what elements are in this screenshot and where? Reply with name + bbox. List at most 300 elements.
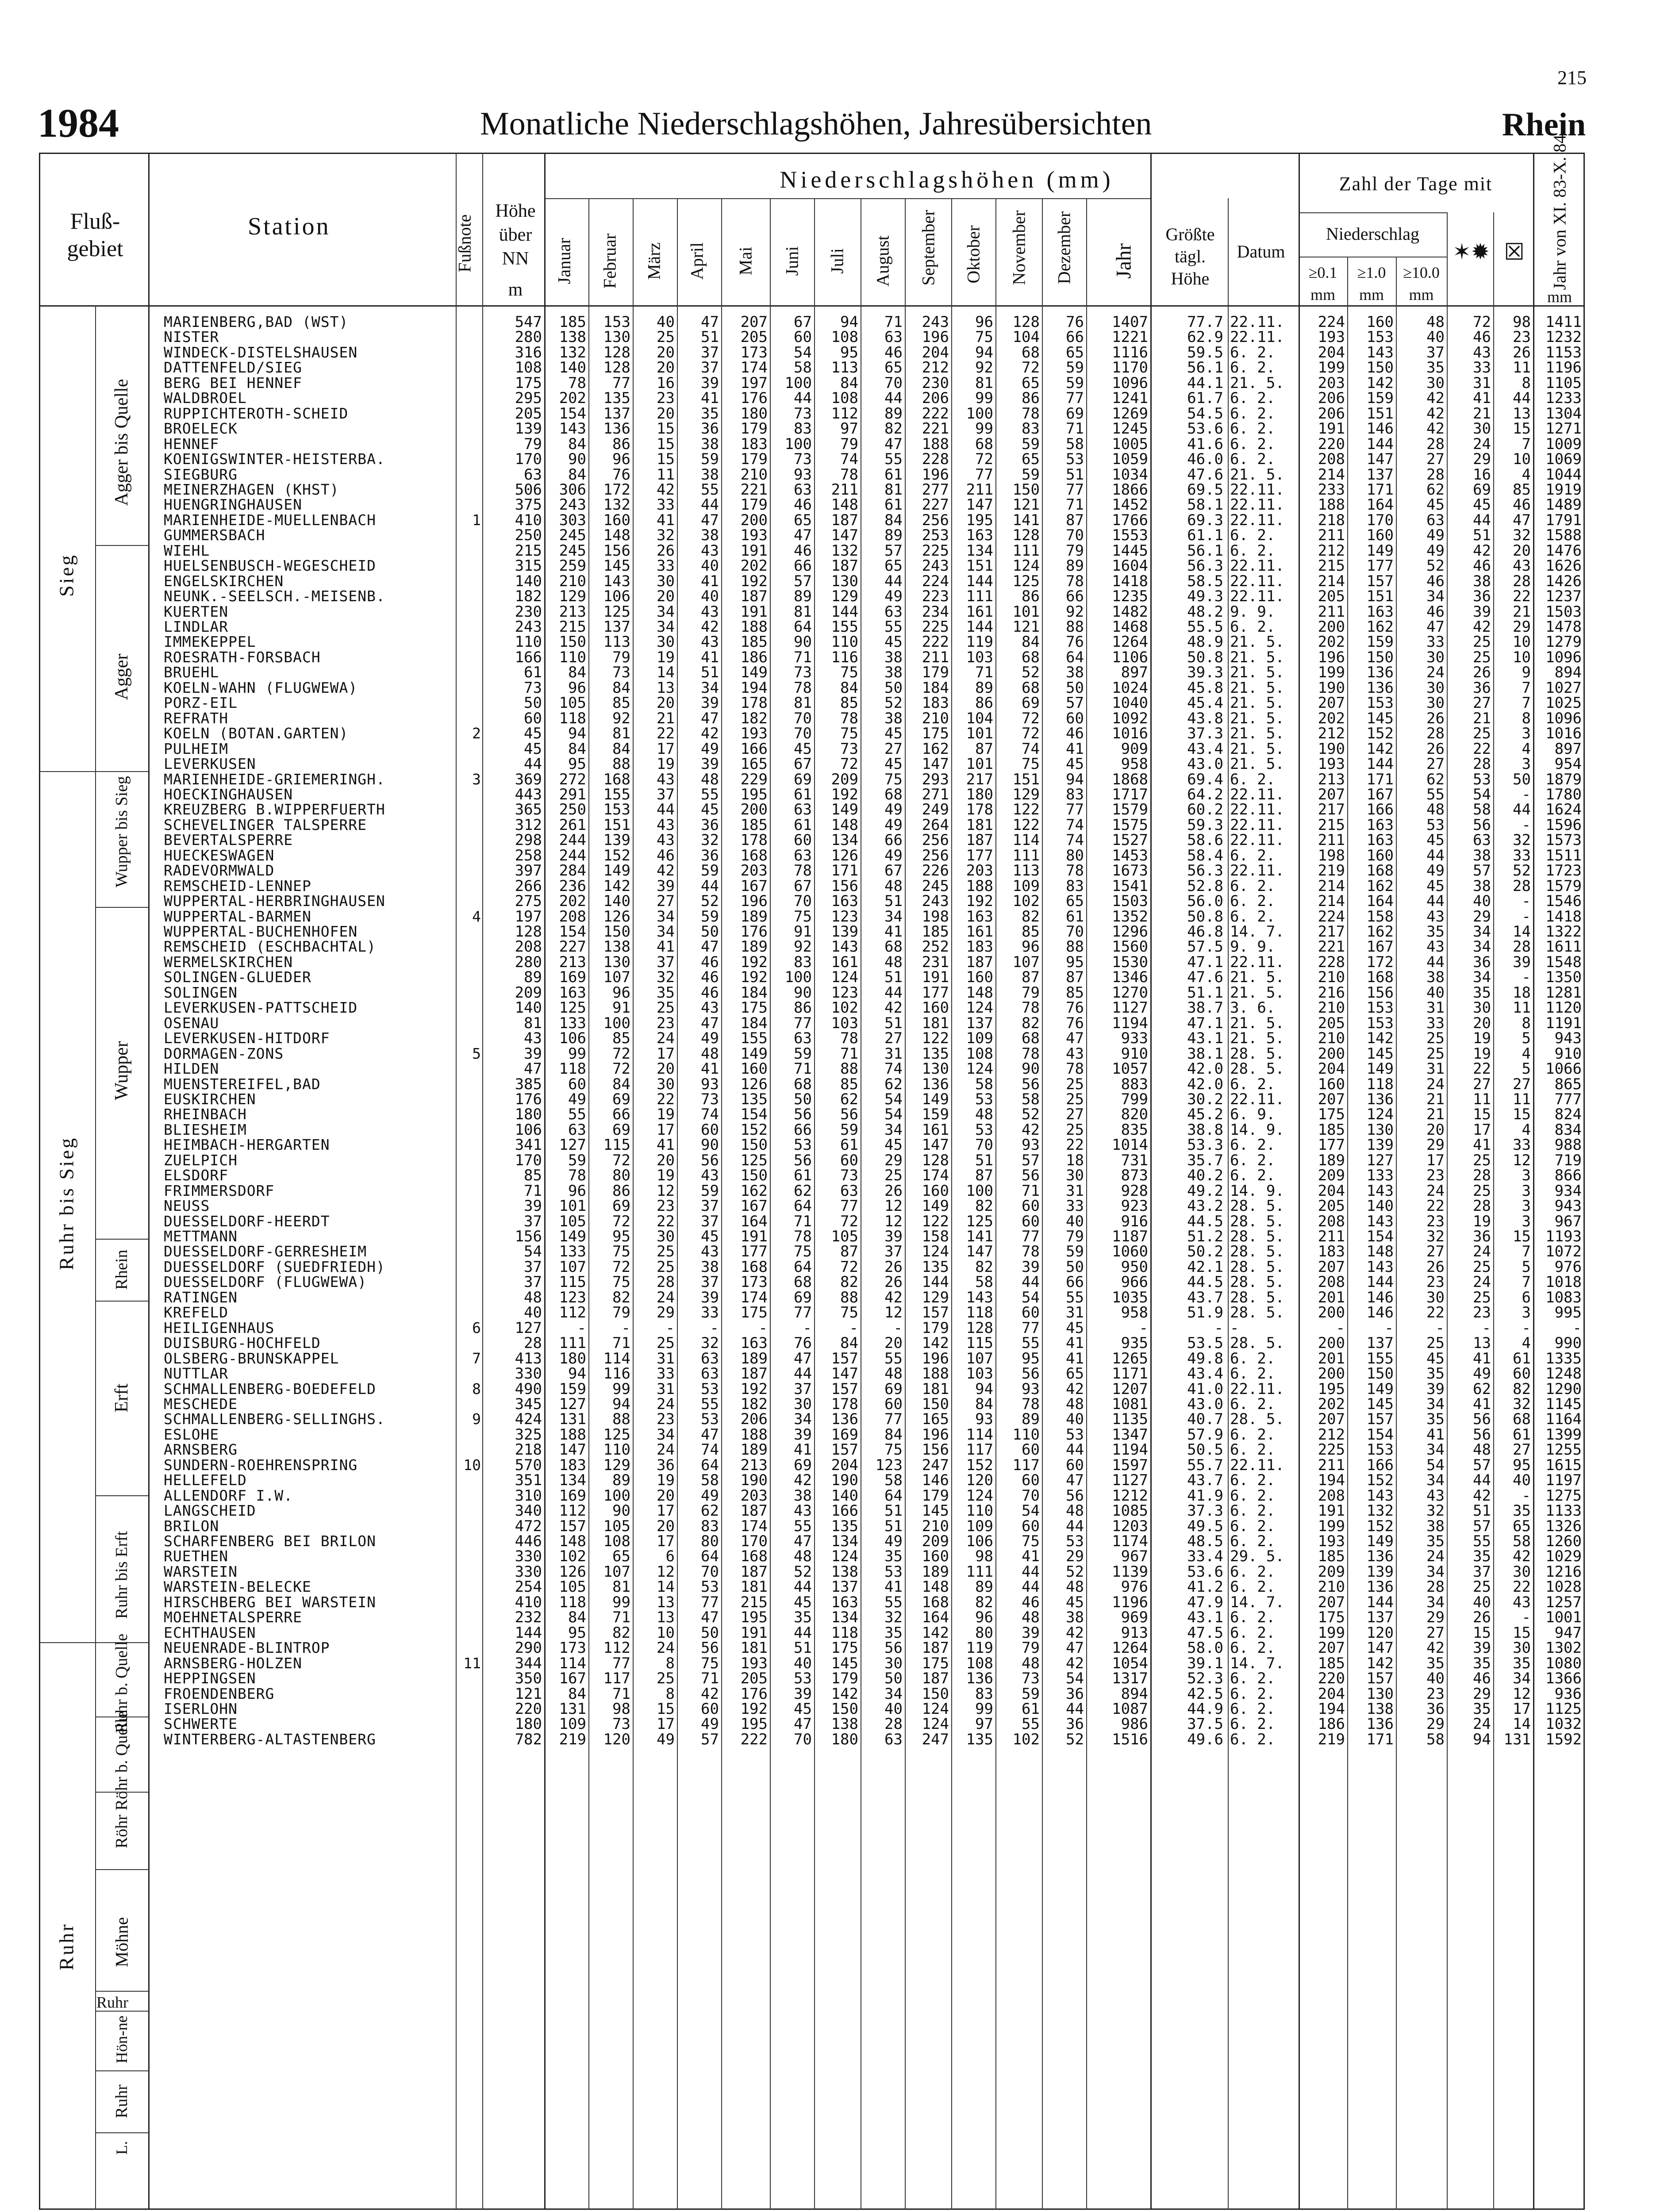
max-daily-cell: 51.1 xyxy=(1187,984,1223,1002)
day-count-cell: 42 xyxy=(1473,618,1491,636)
month-value-cell: 77 xyxy=(1066,481,1084,499)
month-value-cell: 105 xyxy=(559,1213,586,1230)
month-value-cell: 187 xyxy=(922,1670,949,1687)
month-value-cell: 45 xyxy=(1066,755,1084,773)
month-value-cell: 77 xyxy=(1022,1319,1040,1337)
station-name: HIRSCHBERG BEI WARSTEIN xyxy=(164,1594,376,1611)
month-value-cell: 66 xyxy=(612,1106,630,1123)
group-sub-label: Ruhr xyxy=(96,1993,128,2011)
date-cell: 28. 5. xyxy=(1230,1213,1284,1230)
day-count-cell: - xyxy=(1522,892,1531,910)
month-value-cell: 110 xyxy=(1012,1426,1040,1444)
month-value-cell: 49 xyxy=(884,1532,903,1550)
elevation-cell: 50 xyxy=(524,694,542,712)
day-count-cell: - xyxy=(1384,1319,1394,1337)
month-value-cell: 191 xyxy=(740,1228,768,1245)
month-value-cell: 118 xyxy=(831,1624,858,1642)
month-value-cell: 89 xyxy=(1022,1410,1040,1428)
month-value-cell: 48 xyxy=(884,953,903,971)
month-value-cell: 20 xyxy=(657,359,675,376)
hydro-year-cell: 1723 xyxy=(1545,862,1582,879)
month-value-cell: 52 xyxy=(884,694,903,712)
day-count-cell: 210 xyxy=(1318,1578,1345,1596)
month-value-cell: 51 xyxy=(884,892,903,910)
month-value-cell: 49 xyxy=(701,1029,719,1047)
year-total-cell: 913 xyxy=(1121,1624,1148,1642)
day-count-cell: 29 xyxy=(1473,1685,1491,1703)
footnote-ref: 9 xyxy=(472,1410,481,1428)
month-value-cell: 37 xyxy=(701,359,719,376)
month-value-cell: 59 xyxy=(701,862,719,879)
day-count-cell: 132 xyxy=(1366,1502,1394,1520)
year-total-cell: 909 xyxy=(1121,740,1148,758)
elevation-cell: 182 xyxy=(515,588,542,605)
month-value-cell: 196 xyxy=(922,1426,949,1444)
month-value-cell: 29 xyxy=(1066,1548,1084,1565)
station-name: SCHMALLENBERG-SELLINGHS. xyxy=(164,1410,385,1428)
year-total-cell: 933 xyxy=(1121,1029,1148,1047)
day-count-cell: 198 xyxy=(1318,847,1345,864)
year-total-cell: 1034 xyxy=(1112,466,1148,484)
month-value-cell: 106 xyxy=(603,588,630,605)
date-cell: 6. 2. xyxy=(1230,1365,1276,1382)
day-count-cell: 26 xyxy=(1473,1609,1491,1626)
month-value-cell: 47 xyxy=(701,938,719,956)
month-value-cell: 47 xyxy=(794,1350,812,1367)
month-value-cell: 142 xyxy=(922,1334,949,1352)
month-value-cell: 187 xyxy=(740,588,768,605)
day-count-cell: 217 xyxy=(1318,923,1345,941)
month-value-cell: 124 xyxy=(922,1243,949,1260)
month-value-cell: 58 xyxy=(975,1075,993,1093)
day-count-cell: 28 xyxy=(1426,1578,1445,1596)
hydro-year-cell: 1366 xyxy=(1545,1670,1582,1687)
day-count-cell: 41 xyxy=(1473,389,1491,407)
month-value-cell: 222 xyxy=(922,405,949,422)
month-value-cell: 47 xyxy=(701,511,719,529)
month-value-cell: 71 xyxy=(1022,1182,1040,1200)
month-value-cell: 103 xyxy=(966,649,993,666)
month-value-cell: 82 xyxy=(612,1624,630,1642)
month-value-cell: 51 xyxy=(701,328,719,346)
month-value-cell: 105 xyxy=(603,1517,630,1535)
month-value-cell: 45 xyxy=(884,633,903,651)
day-count-cell: 142 xyxy=(1366,1655,1394,1672)
month-value-cell: 45 xyxy=(794,1700,812,1718)
month-value-cell: 56 xyxy=(1066,1487,1084,1505)
day-count-cell: 208 xyxy=(1318,1487,1345,1505)
day-count-cell: 188 xyxy=(1318,496,1345,514)
date-cell: 6. 2. xyxy=(1230,847,1276,864)
month-value-cell: 61 xyxy=(884,466,903,484)
month-value-cell: 53 xyxy=(975,1121,993,1139)
day-count-cell: 39 xyxy=(1473,1639,1491,1657)
max-daily-cell: 56.3 xyxy=(1187,862,1223,879)
max-daily-cell: 60.2 xyxy=(1187,801,1223,818)
month-value-cell: 187 xyxy=(740,1365,768,1382)
year-total-cell: 1024 xyxy=(1112,679,1148,697)
month-value-cell: 135 xyxy=(922,1045,949,1063)
hydro-year-cell: 1624 xyxy=(1545,801,1582,818)
month-value-cell: 50 xyxy=(884,679,903,697)
day-count-cell: 23 xyxy=(1513,328,1531,346)
day-count-cell: 20 xyxy=(1426,1121,1445,1139)
month-header: Januar xyxy=(554,238,574,284)
month-value-cell: 154 xyxy=(740,1106,768,1123)
day-count-cell: 41 xyxy=(1473,1395,1491,1413)
month-value-cell: 177 xyxy=(966,847,993,864)
month-value-cell: 143 xyxy=(966,1289,993,1306)
month-value-cell: 12 xyxy=(884,1213,903,1230)
month-value-cell: 125 xyxy=(603,603,630,621)
elevation-cell: 180 xyxy=(515,1106,542,1123)
month-value-cell: 17 xyxy=(657,740,675,758)
month-value-cell: 129 xyxy=(1012,786,1040,803)
month-value-cell: 86 xyxy=(1022,588,1040,605)
month-value-cell: 102 xyxy=(831,999,858,1017)
date-cell: 22.11. xyxy=(1230,862,1284,879)
month-value-cell: 39 xyxy=(657,877,675,895)
month-value-cell: 85 xyxy=(1066,984,1084,1002)
month-value-cell: 47 xyxy=(794,1715,812,1733)
month-value-cell: 234 xyxy=(922,603,949,621)
day-count-cell: 72 xyxy=(1473,313,1491,331)
max-daily-cell: 43.7 xyxy=(1187,1471,1223,1489)
month-value-cell: 83 xyxy=(1066,877,1084,895)
month-value-cell: 78 xyxy=(1066,862,1084,879)
day-count-cell: 200 xyxy=(1318,1045,1345,1063)
date-cell: 28. 5. xyxy=(1230,1273,1284,1291)
station-name: KOENIGSWINTER-HEISTERBA. xyxy=(164,450,385,468)
month-value-cell: 49 xyxy=(701,1487,719,1505)
day-count-cell: 52 xyxy=(1513,862,1531,879)
hydro-year-cell: 934 xyxy=(1554,1182,1582,1200)
month-value-cell: 189 xyxy=(740,938,768,956)
day-count-cell: 55 xyxy=(1473,1532,1491,1550)
max-daily-cell: 42.5 xyxy=(1187,1685,1223,1703)
month-value-cell: 149 xyxy=(831,801,858,818)
month-value-cell: 96 xyxy=(975,313,993,331)
month-value-cell: 50 xyxy=(1066,679,1084,697)
month-value-cell: 43 xyxy=(701,999,719,1017)
day-count-cell: 57 xyxy=(1473,1517,1491,1535)
date-cell: 6. 2. xyxy=(1230,450,1276,468)
month-value-cell: 91 xyxy=(612,999,630,1017)
hydro-year-cell: 910 xyxy=(1554,1045,1582,1063)
max-daily-cell: 43.1 xyxy=(1187,1609,1223,1626)
month-value-cell: 63 xyxy=(794,481,812,499)
max-daily-cell: 44.5 xyxy=(1187,1273,1223,1291)
month-header: August xyxy=(872,235,893,287)
month-value-cell: 219 xyxy=(559,1731,586,1748)
date-cell: 21. 5. xyxy=(1230,755,1284,773)
station-name: KOELN (BOTAN.GARTEN) xyxy=(164,725,349,742)
month-value-cell: 164 xyxy=(740,1213,768,1230)
date-cell: 22.11. xyxy=(1230,572,1284,590)
month-value-cell: 40 xyxy=(701,588,719,605)
day-count-cell: 25 xyxy=(1473,1182,1491,1200)
month-value-cell: 195 xyxy=(740,1609,768,1626)
elevation-cell: 45 xyxy=(524,740,542,758)
month-value-cell: 15 xyxy=(657,450,675,468)
station-name: DUESSELDORF-GERRESHEIM xyxy=(164,1243,367,1260)
day-count-cell: 190 xyxy=(1318,679,1345,697)
year-total-cell: 1264 xyxy=(1112,633,1148,651)
month-value-cell: 30 xyxy=(657,572,675,590)
month-value-cell: 66 xyxy=(884,831,903,849)
day-count-cell: 17 xyxy=(1513,1700,1531,1718)
hydro-year-cell: 1069 xyxy=(1545,450,1582,468)
max-daily-cell: 43.4 xyxy=(1187,1365,1223,1382)
month-value-cell: 138 xyxy=(559,328,586,346)
day-count-cell: 204 xyxy=(1318,344,1345,361)
month-value-cell: 231 xyxy=(922,953,949,971)
month-value-cell: 65 xyxy=(1022,450,1040,468)
month-value-cell: 22 xyxy=(1066,1136,1084,1154)
month-value-cell: 43 xyxy=(657,771,675,788)
day-count-cell: 24 xyxy=(1473,1273,1491,1291)
month-value-cell: 33 xyxy=(1066,1197,1084,1215)
month-value-cell: 100 xyxy=(784,968,812,986)
month-value-cell: 33 xyxy=(701,1304,719,1321)
station-name: ARNSBERG xyxy=(164,1441,238,1458)
month-value-cell: 100 xyxy=(603,1487,630,1505)
max-daily-cell: 45.4 xyxy=(1187,694,1223,712)
max-daily-cell: 45.2 xyxy=(1187,1106,1223,1123)
month-value-cell: 143 xyxy=(559,420,586,438)
month-value-cell: 34 xyxy=(884,1121,903,1139)
day-count-cell: 35 xyxy=(1426,1410,1445,1428)
header-niederschlagshoehen: Niederschlagshöhen (mm) xyxy=(780,166,1114,193)
day-count-cell: 49 xyxy=(1426,526,1445,544)
month-value-cell: 47 xyxy=(884,435,903,453)
month-value-cell: 249 xyxy=(922,801,949,818)
month-value-cell: 73 xyxy=(701,1091,719,1108)
month-value-cell: 66 xyxy=(794,557,812,575)
month-value-cell: 90 xyxy=(568,450,586,468)
day-count-cell: 5 xyxy=(1522,1060,1531,1078)
day-count-cell: 43 xyxy=(1426,908,1445,926)
month-value-cell: 88 xyxy=(1066,618,1084,636)
month-value-cell: 38 xyxy=(701,1258,719,1276)
max-daily-cell: 51.9 xyxy=(1187,1304,1223,1321)
month-value-cell: 35 xyxy=(884,1548,903,1565)
day-count-cell: 43 xyxy=(1513,557,1531,575)
day-count-cell: - xyxy=(1522,1319,1531,1337)
group-sub-label: Wupper bis Sieg xyxy=(112,776,131,887)
date-cell: 28. 5. xyxy=(1230,1334,1284,1352)
month-value-cell: 82 xyxy=(884,420,903,438)
max-daily-cell: 47.9 xyxy=(1187,1594,1223,1611)
hydro-year-cell: 1083 xyxy=(1545,1289,1582,1306)
month-value-cell: 78 xyxy=(1066,1060,1084,1078)
hydro-year-cell: 967 xyxy=(1554,1213,1582,1230)
day-count-cell: 30 xyxy=(1426,649,1445,666)
month-header: März xyxy=(644,242,664,280)
month-value-cell: 95 xyxy=(568,755,586,773)
month-header: Juni xyxy=(782,246,802,276)
month-value-cell: 53 xyxy=(975,1091,993,1108)
day-count-cell: 45 xyxy=(1473,496,1491,514)
day-count-cell: 56 xyxy=(1473,1426,1491,1444)
month-value-cell: 227 xyxy=(559,938,586,956)
day-count-cell: 24 xyxy=(1473,1715,1491,1733)
day-count-cell: 11 xyxy=(1513,999,1531,1017)
month-value-cell: 76 xyxy=(1066,1014,1084,1032)
hydro-year-cell: 1322 xyxy=(1545,923,1582,941)
month-value-cell: 78 xyxy=(1022,1045,1040,1063)
hydro-year-cell: 1164 xyxy=(1545,1410,1582,1428)
month-value-cell: 29 xyxy=(884,1152,903,1169)
day-count-cell: 199 xyxy=(1318,664,1345,681)
month-value-cell: 67 xyxy=(794,755,812,773)
month-value-cell: 77 xyxy=(884,1410,903,1428)
day-count-cell: 36 xyxy=(1473,588,1491,605)
max-daily-cell: 69.4 xyxy=(1187,771,1223,788)
day-count-cell: 17 xyxy=(1426,1152,1445,1169)
day-count-cell: 190 xyxy=(1318,740,1345,758)
month-value-cell: 84 xyxy=(612,679,630,697)
day-count-cell: 164 xyxy=(1366,892,1394,910)
day-count-cell: 65 xyxy=(1513,1517,1531,1535)
month-value-cell: 39 xyxy=(794,1426,812,1444)
month-value-cell: 84 xyxy=(840,679,858,697)
max-daily-cell: 58.6 xyxy=(1187,831,1223,849)
month-value-cell: 84 xyxy=(568,664,586,681)
month-value-cell: 59 xyxy=(701,908,719,926)
month-value-cell: 83 xyxy=(1022,420,1040,438)
date-cell: 28. 5. xyxy=(1230,1228,1284,1245)
year-total-cell: 1673 xyxy=(1112,862,1148,879)
day-count-cell: 152 xyxy=(1366,1471,1394,1489)
month-value-cell: 107 xyxy=(603,1563,630,1581)
elevation-cell: 316 xyxy=(515,344,542,361)
date-cell: 22.11. xyxy=(1230,496,1284,514)
month-value-cell: 163 xyxy=(966,526,993,544)
day-count-cell: 61 xyxy=(1513,1350,1531,1367)
month-value-cell: 71 xyxy=(612,1609,630,1626)
month-value-cell: 61 xyxy=(794,816,812,834)
month-value-cell: 73 xyxy=(794,664,812,681)
group-sub-label: Möhne xyxy=(111,1917,132,1967)
month-value-cell: 178 xyxy=(740,694,768,712)
max-daily-cell: 42.0 xyxy=(1187,1060,1223,1078)
month-value-cell: 159 xyxy=(559,1380,586,1398)
month-value-cell: 98 xyxy=(612,1700,630,1718)
month-value-cell: 119 xyxy=(966,633,993,651)
month-value-cell: 104 xyxy=(1012,328,1040,346)
elevation-cell: 365 xyxy=(515,801,542,818)
day-count-cell: 217 xyxy=(1318,801,1345,818)
month-value-cell: 49 xyxy=(657,1731,675,1748)
hydro-year-cell: 1596 xyxy=(1545,816,1582,834)
month-value-cell: 229 xyxy=(740,771,768,788)
month-value-cell: 68 xyxy=(1022,1029,1040,1047)
month-value-cell: 95 xyxy=(1066,953,1084,971)
hydro-year-cell: 947 xyxy=(1554,1624,1582,1642)
month-value-cell: 64 xyxy=(701,1456,719,1474)
hydro-year-cell: 1548 xyxy=(1545,953,1582,971)
date-cell: 6. 2. xyxy=(1230,435,1276,453)
hydro-year-cell: 1350 xyxy=(1545,968,1582,986)
station-name: METTMANN xyxy=(164,1228,238,1245)
elevation-cell: 81 xyxy=(524,1014,542,1032)
elevation-cell: 180 xyxy=(515,1715,542,1733)
month-value-cell: 85 xyxy=(612,1029,630,1047)
month-value-cell: 46 xyxy=(701,984,719,1002)
month-value-cell: 39 xyxy=(701,755,719,773)
day-count-cell: 162 xyxy=(1366,877,1394,895)
year-total-cell: 1212 xyxy=(1112,1487,1148,1505)
day-count-cell: 150 xyxy=(1366,1365,1394,1382)
year-total-cell: 1503 xyxy=(1112,892,1148,910)
day-count-cell: 7 xyxy=(1522,435,1531,453)
month-value-cell: 41 xyxy=(1066,740,1084,758)
month-value-cell: 243 xyxy=(922,557,949,575)
day-count-cell: 158 xyxy=(1366,908,1394,926)
month-value-cell: 99 xyxy=(612,1594,630,1611)
month-value-cell: 25 xyxy=(1066,1091,1084,1108)
month-value-cell: 32 xyxy=(657,526,675,544)
day-count-cell: 21 xyxy=(1426,1106,1445,1123)
max-daily-cell: 61.1 xyxy=(1187,526,1223,544)
month-value-cell: 52 xyxy=(1066,1563,1084,1581)
month-value-cell: 68 xyxy=(1022,649,1040,666)
month-value-cell: 140 xyxy=(603,892,630,910)
month-value-cell: 106 xyxy=(966,1532,993,1550)
month-value-cell: 89 xyxy=(975,1578,993,1596)
day-count-cell: 206 xyxy=(1318,405,1345,422)
month-value-cell: 147 xyxy=(559,1441,586,1459)
month-value-cell: 60 xyxy=(884,1395,903,1413)
max-daily-cell: 43.4 xyxy=(1187,740,1223,758)
month-value-cell: 175 xyxy=(922,1655,949,1672)
day-count-cell: 30 xyxy=(1426,694,1445,712)
year-total-cell: 835 xyxy=(1121,1121,1148,1139)
year-total-cell: - xyxy=(1139,1319,1148,1337)
month-value-cell: 54 xyxy=(1022,1502,1040,1520)
month-value-cell: 36 xyxy=(657,1456,675,1474)
max-daily-cell: 53.5 xyxy=(1187,1334,1223,1352)
month-value-cell: 138 xyxy=(831,1563,858,1581)
year-total-cell: 1085 xyxy=(1112,1502,1148,1520)
month-value-cell: 137 xyxy=(603,405,630,422)
month-value-cell: 222 xyxy=(740,1731,768,1748)
hydro-year-cell: 1546 xyxy=(1545,892,1582,910)
month-value-cell: 180 xyxy=(831,1731,858,1748)
year-total-cell: 1170 xyxy=(1112,359,1148,376)
day-count-cell: 157 xyxy=(1366,572,1394,590)
month-value-cell: 226 xyxy=(922,862,949,879)
day-count-cell: 35 xyxy=(1426,923,1445,941)
month-value-cell: 168 xyxy=(740,847,768,864)
month-value-cell: 69 xyxy=(794,1289,812,1306)
footnote-ref: 4 xyxy=(472,908,481,925)
month-value-cell: 244 xyxy=(559,831,586,849)
year-total-cell: 1171 xyxy=(1112,1365,1148,1382)
month-value-cell: 184 xyxy=(922,679,949,697)
month-value-cell: 189 xyxy=(922,1563,949,1581)
month-value-cell: 132 xyxy=(603,496,630,514)
year-total-cell: 1452 xyxy=(1112,496,1148,514)
day-count-cell: 29 xyxy=(1473,908,1491,926)
hydro-year-cell: 1029 xyxy=(1545,1548,1582,1565)
station-name: KUERTEN xyxy=(164,603,229,620)
month-value-cell: 174 xyxy=(740,359,768,376)
month-value-cell: 125 xyxy=(966,1213,993,1230)
day-count-cell: 137 xyxy=(1366,1609,1394,1626)
day-count-cell: 199 xyxy=(1318,1517,1345,1535)
